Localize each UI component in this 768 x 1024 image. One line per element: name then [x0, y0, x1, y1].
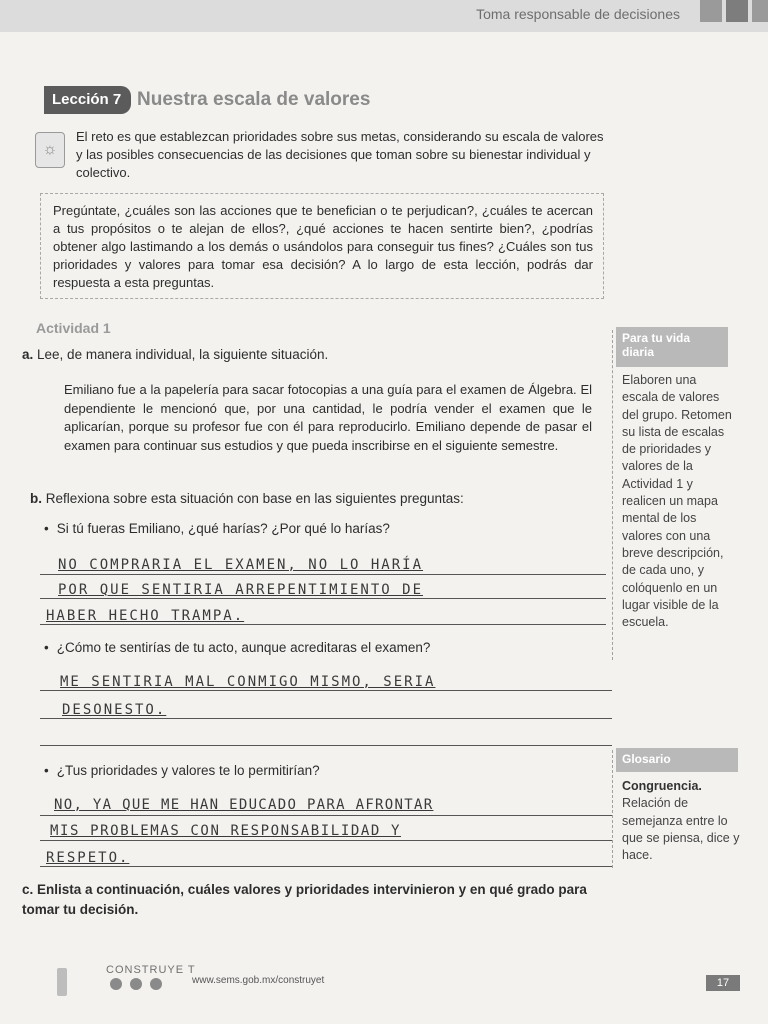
reflection-questions: Pregúntate, ¿cuáles son las acciones que te benefician o te perjudican?, ¿cuáles te acercan a tus propósitos o te alejan de ellos?, ¿qué acciones te hacen sentirte bien?, ¿podrías obtener algo lastimando a los demás o usándolos para conseguir tus fines? ¿Cuáles son tus prioridades y valores para tomar esa decisión? A lo largo de esta lección, podrás dar respuesta a esta preguntas. [53, 203, 593, 290]
handwritten-answer: DESONESTO. [62, 702, 167, 718]
footer-bar-icon [57, 968, 67, 996]
question-2: • ¿Cómo te sentirías de tu acto, aunque acreditaras el examen? [44, 640, 430, 655]
question-1: • Si tú fueras Emiliano, ¿qué harías? ¿Por qué lo harías? [44, 521, 390, 536]
answer-line [40, 866, 612, 867]
logo-circles [110, 978, 162, 990]
handwritten-answer: NO, YA QUE ME HAN EDUCADO PARA AFRONTAR [54, 797, 434, 813]
instruction-text: Reflexiona sobre esta situación con base en las siguientes preguntas: [45, 491, 464, 506]
glossary-definition: Relación de semejanza entre lo que se piensa, dice y hace. [622, 796, 740, 863]
handwritten-answer: MIS PROBLEMAS CON RESPONSABILIDAD Y [50, 823, 402, 839]
instruction-text: Lee, de manera individual, la siguiente situación. [37, 347, 329, 362]
answer-line [40, 624, 606, 625]
instruction-b [30, 491, 464, 506]
instruction-letter: c. [22, 882, 34, 897]
answer-line [40, 840, 612, 841]
page-header-bar [0, 0, 768, 32]
sidebar-heading-glosario: Glosario [616, 748, 738, 772]
lesson-challenge-text: El reto es que establezcan prioridades sobre sus metas, considerando su escala de valores y las posibles consecuencias de las decisiones que toman sobre su bienestar individual y colectivo. [76, 129, 604, 180]
instruction-c [22, 880, 622, 920]
activity-label: Actividad 1 [36, 320, 111, 336]
footer-url: www.sems.gob.mx/construyet [192, 975, 325, 986]
handwritten-answer: POR QUE SENTIRIA ARREPENTIMIENTO DE [58, 582, 424, 598]
handwritten-answer: NO COMPRARIA EL EXAMEN, NO LO HARÍA [58, 557, 424, 573]
answer-line [40, 690, 612, 691]
answer-line [40, 718, 612, 719]
handwritten-answer: ME SENTIRIA MAL CONMIGO MISMO, SERIA [60, 674, 436, 690]
chapter-title: Toma responsable de decisiones [476, 6, 680, 22]
instruction-letter: a. [22, 347, 34, 362]
instruction-letter: b. [30, 491, 42, 506]
lightbulb-icon: ☼ [35, 132, 65, 168]
question-3: • ¿Tus prioridades y valores te lo permitirían? [44, 763, 320, 778]
page-number: 17 [706, 975, 740, 991]
situation-text: Emiliano fue a la papelería para sacar fotocopias a una guía para el examen de Álgebra. El dependiente le mencionó que, por una cantidad, le podría vender el examen que le aplicarían, porque su profesor fue con él para reproducirlo. Emiliano depende de pasar el examen para continuar sus estudios y que pueda inscribirse en el siguiente semestre. [64, 382, 592, 453]
handwritten-answer: HABER HECHO TRAMPA. [46, 608, 245, 624]
answer-line [40, 745, 612, 746]
header-square-decor [752, 0, 768, 22]
reflection-question-box [40, 193, 604, 299]
logo-circle-icon [110, 978, 122, 990]
lesson-badge: Lección 7 [44, 86, 131, 114]
logo-circle-icon [130, 978, 142, 990]
glossary-term: Congruencia. [622, 779, 702, 793]
glossary-entry [622, 778, 742, 864]
construye-t-logo: CONSTRUYE T [106, 964, 196, 976]
answer-line [40, 598, 606, 599]
sidebar-divider [612, 750, 613, 868]
sidebar-vida-text: Elaboren una escala de valores del grupo. Retomen su lista de escalas de prioridades y valores de la Actividad 1 y realicen un mapa mental de los valores con una breve descripción, de cada uno, y colóquenlo en un lugar visible de la escuela. [622, 373, 732, 630]
sidebar-divider [612, 330, 613, 660]
answer-line [40, 815, 612, 816]
answer-line [40, 574, 606, 575]
logo-circle-icon [150, 978, 162, 990]
sidebar-heading-vida: Para tu vida diaria [616, 327, 728, 367]
header-square-decor [726, 0, 748, 22]
handwritten-answer: RESPETO. [46, 850, 130, 866]
instruction-a [22, 347, 328, 362]
header-square-decor [700, 0, 722, 22]
lesson-title: Nuestra escala de valores [137, 89, 371, 110]
instruction-text: Enlista a continuación, cuáles valores y prioridades intervinieron y en qué grado para tomar tu decisión. [22, 882, 587, 917]
